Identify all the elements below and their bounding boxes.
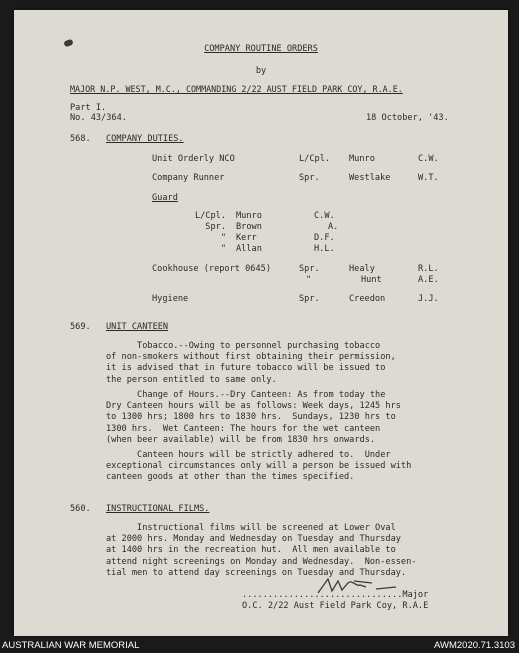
films-paragraph: Instructional films will be screened at Lower Oval at 2000 hrs. Monday and Wednesday on Tuesday and Thursday at 1400 hrs in the recreation hut. All men available to attend night screenings on Monday and Wednesday. Non-essen- tial men to attend day screenings on Tuesday and Thursday. [106,523,417,578]
duty-role: Cookhouse (report 0645) [152,264,271,274]
duty-initials: W.T. [418,173,439,183]
section-heading-films: INSTRUCTIONAL FILMS. [106,504,210,514]
document-page [14,10,508,636]
section-number-569: 569. [70,322,91,332]
duty-initials: J.J. [418,294,439,304]
guard-name: Munro [236,211,262,221]
section-number-560: 560. [70,504,91,514]
duty-initials: A.E. [418,275,439,285]
guard-name: Allan [236,244,262,254]
order-title: COMPANY ROUTINE ORDERS [204,44,318,54]
signature-block: O.C. 2/22 Aust Field Park Coy, R.A.E [242,601,429,611]
commander-line: MAJOR N.P. WEST, M.C., COMMANDING 2/22 AUST FIELD PARK COY, R.A.E. [70,84,403,94]
duty-name: Hunt [361,275,382,285]
duty-rank: Spr. [299,173,320,183]
section-number-568: 568. [70,134,91,144]
duty-role: Unit Orderly NCO [152,154,235,164]
footer-accession: AWM2020.71.3103 [434,640,515,651]
duty-initials: C.W. [418,154,439,164]
signature-dots: ...............................Major [242,590,429,600]
order-date: 18 October, '43. [366,113,449,123]
guard-rank: Spr. [205,222,226,232]
guard-initials: C.W. [314,211,335,221]
section-heading-duties: COMPANY DUTIES. [106,134,184,144]
canteen-adherence-paragraph: Canteen hours will be strictly adhered to. Under exceptional circumstances only will a person be issued with canteen goods at other than the times specified. [106,450,412,483]
duty-rank: Spr. [299,294,320,304]
duty-rank: L/Cpl. [299,154,331,164]
canteen-tobacco-paragraph: Tobacco.--Owing to personnel purchasing tobacco of non-smokers without first obtaining their permission, it is advised that in future tobacco will be issued to the person entitled to same only. [106,341,396,385]
guard-initials: D.F. [314,233,335,243]
part-label: Part I. [70,103,107,113]
duty-name: Munro [349,154,375,164]
guard-rank: " [220,244,226,254]
guard-name: Kerr [236,233,257,243]
guard-rank: " [220,233,226,243]
duty-rank: " [306,275,312,285]
duty-name: Westlake [349,173,391,183]
duty-name: Creedon [349,294,386,304]
guard-label: Guard [152,193,178,203]
guard-rank: L/Cpl. [194,211,226,221]
duty-initials: R.L. [418,264,439,274]
guard-initials: H.L. [314,244,335,254]
order-by: by [255,66,267,76]
duty-role: Hygiene [152,294,189,304]
canteen-hours-paragraph: Change of Hours.--Dry Canteen: As from today the Dry Canteen hours will be as follows: Week days, 1245 hrs to 1300 hrs; 1800 hrs to 1830 hrs. Sundays, 1230 hrs to 1300 hrs. Wet Canteen: The hours for the wet canteen (when beer available) will be from 1830 hrs onwards. [106,390,401,445]
guard-name: Brown [236,222,262,232]
duty-role: Company Runner [152,173,225,183]
archive-footer [0,637,519,653]
footer-institution: AUSTRALIAN WAR MEMORIAL [2,640,140,651]
order-number: No. 43/364. [70,113,127,123]
section-heading-canteen: UNIT CANTEEN [106,322,169,332]
guard-initials: A. [328,222,339,232]
duty-rank: Spr. [299,264,320,274]
duty-name: Healy [349,264,375,274]
